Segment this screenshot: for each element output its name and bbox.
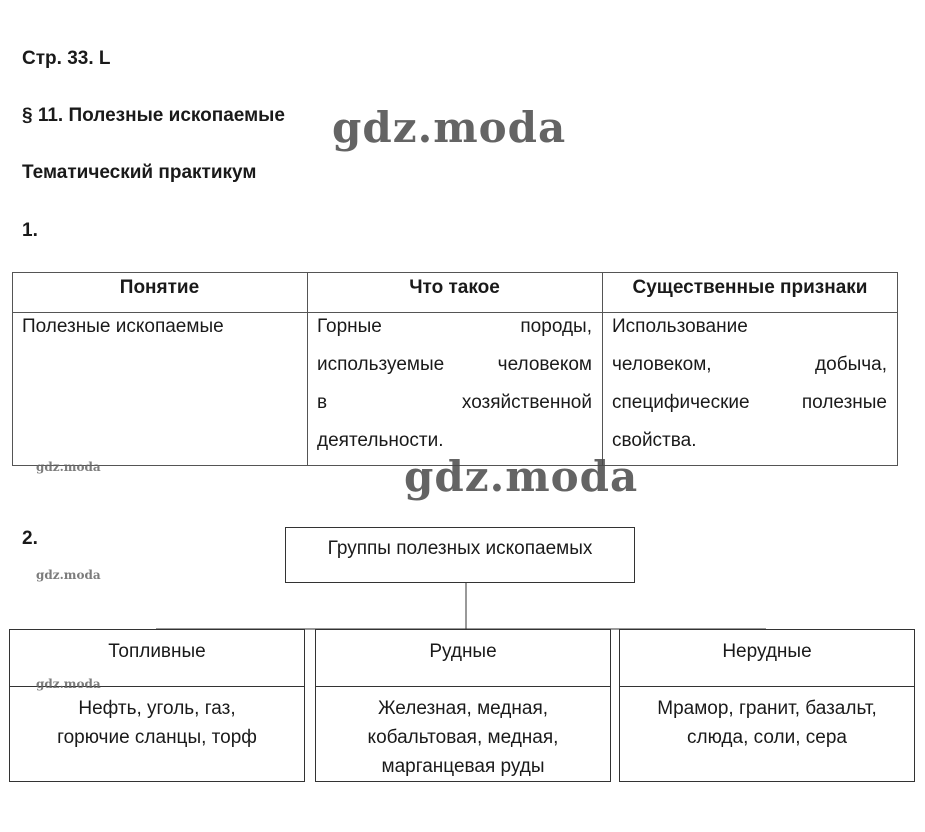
watermark-small-2: gdz.moda [36, 568, 101, 582]
group-item-line: Нефть, уголь, газ, [78, 698, 236, 719]
definition-line: в хозяйственной [317, 392, 592, 413]
header-definition: Что такое [409, 277, 500, 298]
group-item-line: слюда, соли, сера [687, 727, 847, 748]
header-features: Существенные признаки [632, 277, 868, 298]
group-ore-title: Рудные [429, 641, 497, 662]
definition-line: деятельности. [317, 430, 444, 451]
root-box [285, 527, 635, 583]
group-nonmetallic-items [620, 694, 914, 752]
group-nonmetallic-title: Нерудные [722, 641, 812, 662]
subtitle: Тематический практикум [22, 162, 257, 183]
watermark-small-3: gdz.moda [36, 677, 101, 691]
features-line: специфические полезные [612, 392, 887, 413]
task-2-number: 2. [22, 528, 38, 549]
group-item-line: марганцевая руды [381, 756, 545, 777]
group-item-line: горючие сланцы, торф [57, 727, 257, 748]
watermark-small-1: gdz.moda [36, 460, 101, 474]
group-ore-items [316, 694, 610, 781]
group-nonmetallic [619, 629, 915, 782]
root-label: Группы полезных ископаемых [327, 538, 593, 559]
watermark-middle: gdz.moda [404, 452, 639, 501]
header-concept: Понятие [119, 277, 200, 298]
page-reference: Стр. 33. L [22, 48, 111, 69]
group-fuel-title: Топливные [108, 641, 206, 662]
group-fuel-items [10, 694, 304, 752]
group-item-line: кобальтовая, медная, [367, 727, 559, 748]
group-item-line: Мрамор, гранит, базальт, [657, 698, 877, 719]
cell-concept: Полезные ископаемые [22, 316, 224, 337]
group-fuel [9, 629, 305, 782]
group-ore [315, 629, 611, 782]
definition-line: Горные породы, [317, 316, 592, 337]
watermark-top: gdz.moda [332, 103, 567, 152]
features-line: свойства. [612, 430, 697, 451]
features-line: Использование [612, 316, 748, 337]
section-title: § 11. Полезные ископаемые [22, 105, 285, 126]
definition-line: используемые человеком [317, 354, 592, 375]
task-1-number: 1. [22, 220, 38, 241]
features-line: человеком, добыча, [612, 354, 887, 375]
group-item-line: Железная, медная, [377, 698, 549, 719]
